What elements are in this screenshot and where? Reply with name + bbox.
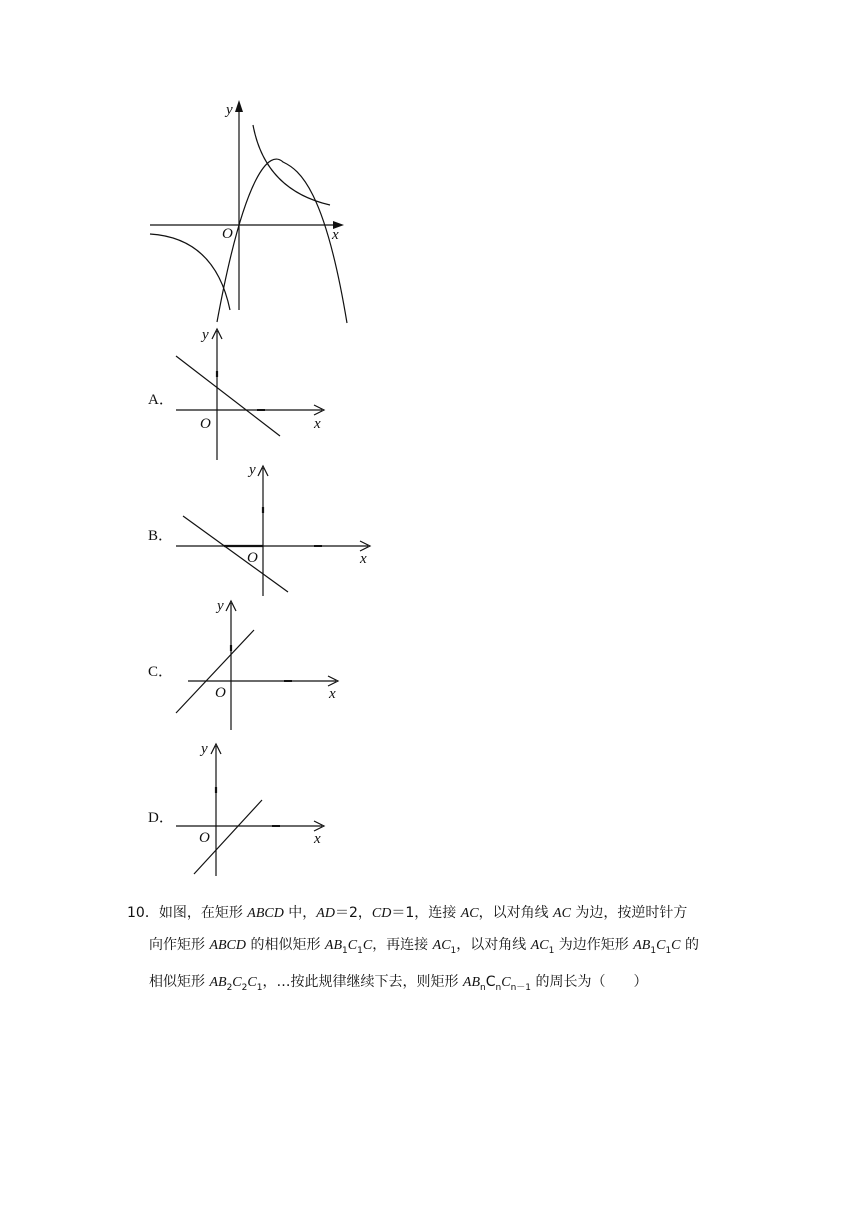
subscript: n: [480, 982, 486, 993]
question-10-line-3: [127, 967, 737, 1004]
text: ＝2，: [334, 905, 372, 921]
subscript: 1: [450, 945, 457, 956]
text: 为边，按逆时针方: [570, 905, 688, 921]
subscript: 1: [548, 945, 555, 956]
var: AB: [633, 937, 651, 953]
var: C: [247, 974, 257, 990]
var: C: [232, 974, 242, 990]
var: C: [671, 937, 681, 953]
text: ＝1，连接: [391, 905, 461, 921]
text: ，…按此规律继续下去，则矩形: [262, 973, 463, 990]
var: AC: [432, 937, 451, 953]
text: ，以对角线: [478, 905, 554, 921]
var: AC: [530, 937, 549, 953]
graph-line: [176, 356, 280, 436]
var: C: [485, 973, 496, 990]
option-d-graph: [170, 738, 330, 883]
var: AD: [316, 906, 335, 921]
option-c-graph: [170, 595, 340, 735]
question-10-line-2: [127, 930, 737, 967]
text: 的相似矩形: [246, 936, 325, 953]
subscript: 1: [342, 945, 348, 956]
text: 中，: [283, 905, 317, 921]
y-label: y: [226, 102, 233, 118]
subscript: 2: [241, 982, 248, 993]
y-label: y: [201, 741, 208, 757]
origin-label: O: [222, 226, 233, 242]
origin-label: O: [215, 685, 226, 701]
text: 相似矩形: [149, 973, 210, 990]
subscript: n: [495, 982, 502, 993]
x-label: x: [314, 416, 321, 432]
hyperbola-branch-right: [253, 125, 330, 205]
var: AB: [209, 974, 227, 990]
subscript: 1: [256, 982, 263, 993]
var: C: [501, 974, 511, 990]
origin-label: O: [247, 550, 258, 566]
var: C: [656, 937, 666, 953]
var: CD: [371, 906, 392, 921]
text: ，再连接: [372, 936, 433, 953]
var: AC: [460, 906, 479, 921]
option-b-label: B．: [148, 528, 174, 544]
option-b-graph: [170, 460, 375, 600]
y-label: y: [217, 598, 224, 614]
subscript: 1: [357, 945, 363, 956]
main-graph: [140, 96, 360, 328]
question-10: [127, 898, 737, 1004]
text: 为边作矩形: [554, 936, 634, 953]
option-a-label: A．: [148, 392, 174, 408]
question-10-line-1: [127, 898, 737, 930]
question-number: 10．: [127, 905, 159, 921]
origin-label: O: [200, 416, 211, 432]
subscript: 1: [650, 945, 657, 956]
text: 如图，在矩形: [158, 905, 248, 921]
y-axis-arrow: [235, 100, 243, 112]
text: 向作矩形: [149, 936, 210, 953]
var: AC: [553, 906, 571, 921]
x-label: x: [332, 227, 339, 243]
option-c-label: C．: [148, 664, 174, 680]
origin-label: O: [199, 830, 210, 846]
x-label: x: [314, 831, 321, 847]
subscript: n－1: [510, 982, 532, 993]
var: AB: [324, 937, 343, 953]
option-d-label: D．: [148, 810, 174, 826]
text: ，以对角线: [456, 936, 531, 953]
graph-line: [183, 516, 288, 592]
var: AB: [462, 974, 481, 990]
var: ABCD: [209, 937, 247, 953]
var: ABCD: [247, 906, 284, 921]
text: 的周长为（ ）: [531, 973, 648, 990]
subscript: 2: [226, 982, 233, 993]
y-label: y: [202, 327, 209, 343]
hyperbola-branch-left: [150, 234, 230, 310]
option-a-graph: [170, 325, 330, 465]
subscript: 1: [665, 945, 672, 956]
parabola-curve: [217, 159, 347, 323]
x-label: x: [329, 686, 336, 702]
text: 的: [680, 936, 699, 953]
y-label: y: [249, 462, 256, 478]
var: C: [347, 937, 358, 953]
var: C: [362, 937, 373, 953]
x-label: x: [360, 551, 367, 567]
